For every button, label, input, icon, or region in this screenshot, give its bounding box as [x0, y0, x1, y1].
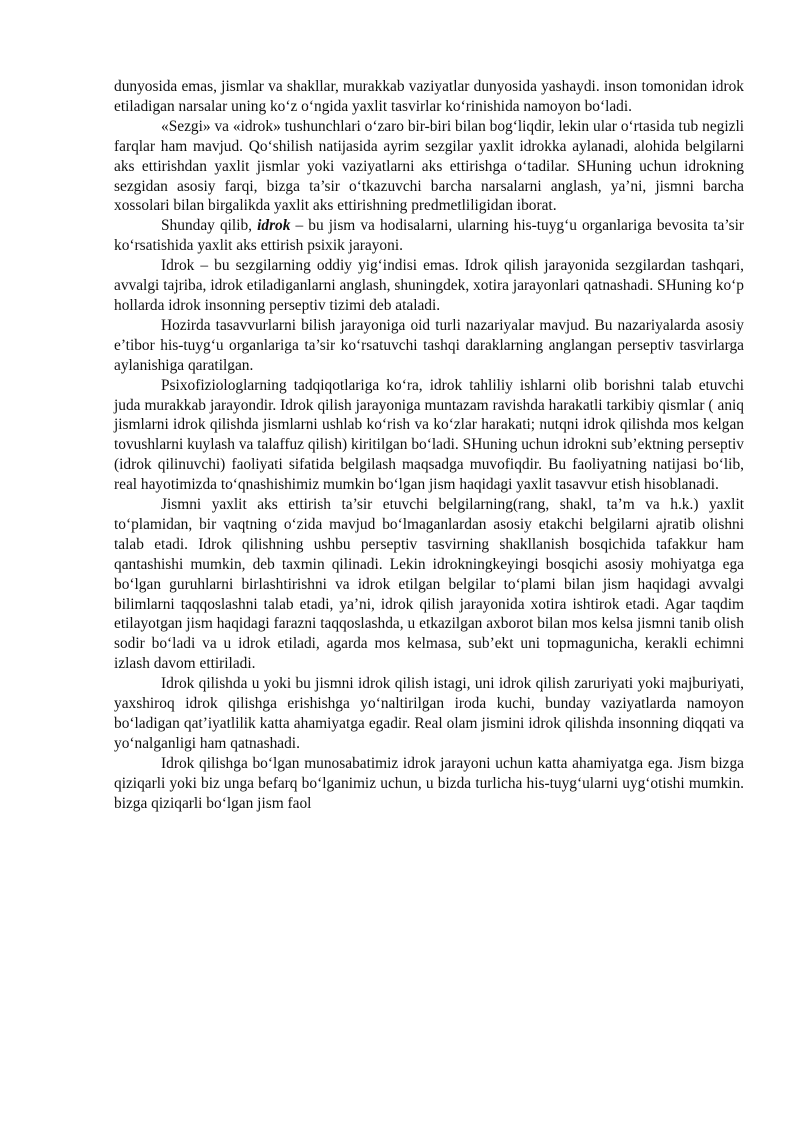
paragraph-definition	[114, 216, 744, 256]
paragraph: «Sezgi» va «idrok» tushunchlari o‘zaro bir-biri bilan bog‘liqdir, lekin ular o‘rtasida tub negizli farqlar ham mavjud. Qo‘shilish natijasida ayrim sezgilar yaxlit idrokka aylanadi, alohida belgilarni aks ettirishdan yaxlit jismlar yoki vaziyatlarni aks ettirishga o‘tadilar. SHuning uchun idrokning sezgidan asosiy farqi, bizga ta’sir o‘tkazuvchi barcha narsalarni anglash, ya’ni, jismni barcha xossolari bilan birgalikda yaxlit aks ettirishning predmetliligidan iborat.	[114, 117, 744, 215]
paragraph: Idrok qilishga bo‘lgan munosabatimiz idrok jarayoni uchun katta ahamiyatga ega. Jism bizga qiziqarli yoki biz unga befarq bo‘lganimiz uchun, u bizda turlicha his-tuyg‘ularni uyg‘otishi mumkin. bizga qiziqarli bo‘lgan jism faol	[114, 754, 744, 812]
paragraph: Jismni yaxlit aks ettirish ta’sir etuvchi belgilarning(rang, shakl, ta’m va h.k.) yaxlit to‘plamidan, bir vaqtning o‘zida mavjud bo‘lmaganlardan asosiy etakchi belgilarni ajratib olishni talab etadi. Idrok qilishning ushbu perseptiv tasvirning shakllanish bosqichida tafakkur ham qantashishi mumkin, deb taxmin qilinadi. Lekin idrokningkeyingi bosqichi asosiy mohiyatga ega bo‘lgan guruhlarni birlashtirishni va idrok etilgan belgilar to‘plami bilan jism haqidagi avvalgi bilimlarni taqqoslashni talab etadi, ya’ni, idrok qilish jarayonida xotira ishtirok etadi. Agar taqdim etilayotgan jism haqidagi farazni taqqoslashda, u etkazilgan axborot bilan mos kelsa jismni tanib olish sodir bo‘ladi va u idrok etiladi, agarda mos kelmasa, sub’ekt uni topmagunicha, kerakli echimni izlash davom ettiriladi.	[114, 496, 744, 673]
document-page	[114, 77, 744, 814]
paragraph: dunyosida emas, jismlar va shakllar, murakkab vaziyatlar dunyosida yashaydi. inson tomonidan idrok etiladigan narsalar uning ko‘z o‘ngida yaxlit tasvirlar ko‘rinishida namoyon bo‘ladi.	[114, 78, 744, 115]
paragraph: Hozirda tasavvurlarni bilish jarayoniga oid turli nazariyalar mavjud. Bu nazariyalarda asosiy e’tibor his-tuyg‘u organlariga ta’sir ko‘rsatuvchi tashqi daraklarning anglangan perseptiv tasvirlarga aylanishiga qaratilgan.	[114, 316, 744, 374]
definition-lead: Shunday qilib,	[161, 217, 258, 235]
paragraph: Idrok – bu sezgilarning oddiy yig‘indisi emas. Idrok qilish jarayonida sezgilardan tashqari, avvalgi tajriba, idrok etiladiganlarni anglash, shuningdek, xotira jarayonlari qatnashadi. SHuning ko‘p hollarda idrok insonning perseptiv tizimi deb ataladi.	[114, 257, 744, 314]
paragraph: Idrok qilishda u yoki bu jismni idrok qilish istagi, uni idrok qilish zaruriyati yoki majburiyati, yaxshiroq idrok qilishga erishishga yo‘naltirilgan iroda kuchi, bunday vaziyatlarda namoyon bo‘ladigan qat’iyatlilik katta ahamiyatga egadir. Real olam jismini idrok qilishda insonning diqqati va yo‘nalganligi ham qatnashadi.	[114, 675, 744, 752]
paragraph: Psixofiziologlarning tadqiqotlariga ko‘ra, idrok tahliliy ishlarni olib borishni talab etuvchi juda murakkab jarayondir. Idrok qilish jarayoniga muntazam ravishda harakatli tarkibiy qismlar ( aniq jismlarni idrok qilishda jismlarni ushlab ko‘rish va ko‘zlar harakati; nutqni idrok qilishda mos kelgan tovushlarni kuylash va talaffuz qilish) kiritilgan bo‘ladi. SHuning uchun idrokni sub’ektning perseptiv (idrok qilinuvchi) faoliyati sifatida belgilash maqsadga muvofiqdir. Bu faoliyatning natijasi bo‘lib, real hayotimizda to‘qnashishimiz mumkin bo‘lgan jism haqidagi yaxlit tasavvur etish hisoblanadi.	[114, 376, 744, 494]
defined-term: idrok	[257, 217, 291, 235]
definition-body: – bu jism va hodisalarni, ularning his-tuyg‘u organlariga bevosita ta’sir ko‘rsatishida yaxlit aks ettirish psixik jarayoni.	[114, 217, 744, 255]
